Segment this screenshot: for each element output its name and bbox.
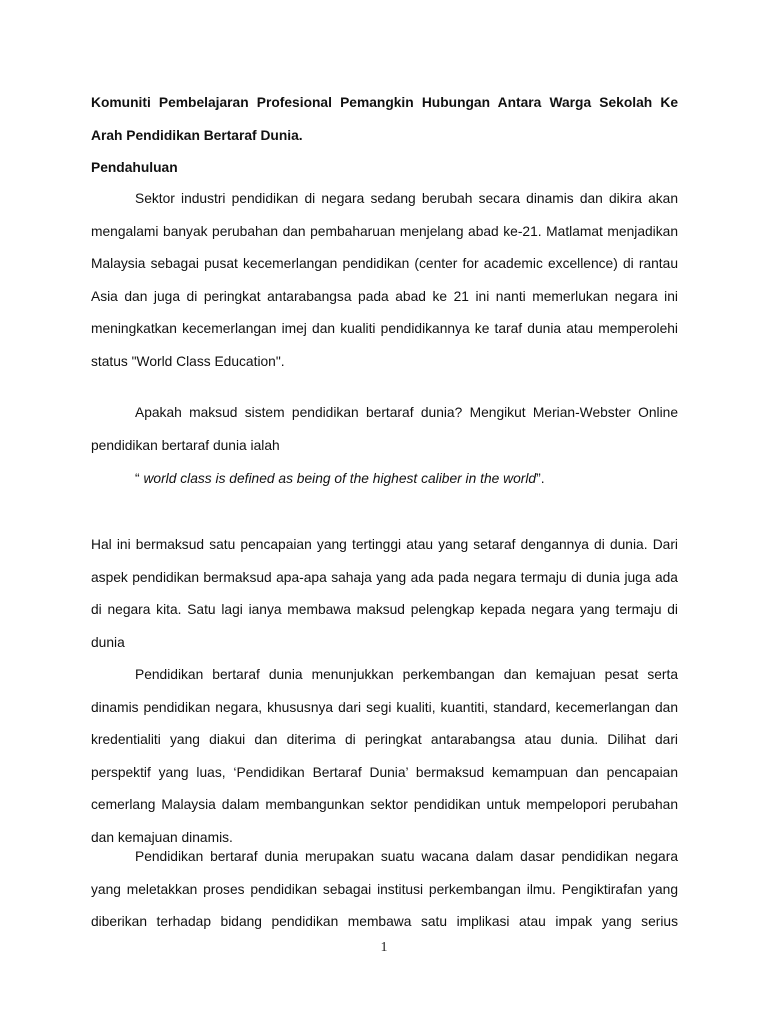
paragraph-line: Sektor industri pendidikan di negara sedang berubah secara dinamis dan dikira akan [135, 191, 678, 206]
paragraph-line: dunia [91, 634, 125, 650]
paragraph-line: meningkatkan kecemerlangan imej dan kualiti pendidikannya ke taraf dunia atau memperolehi [91, 321, 678, 337]
paragraph-meaning [91, 529, 678, 659]
paragraph-introduction [91, 183, 678, 379]
section-heading: Pendahuluan [91, 160, 178, 175]
paragraph-line: di negara kita. Satu lagi ianya membawa maksud pelengkap kepada negara yang termaju di [91, 602, 678, 618]
paragraph-line: Hal ini bermaksud satu pencapaian yang tertinggi atau yang setaraf dengannya di dunia. Dari [91, 537, 678, 552]
quote-close-mark: ”. [536, 471, 545, 486]
paragraph-definition [91, 397, 678, 462]
title-line-2: Arah Pendidikan Bertaraf Dunia. [91, 128, 303, 143]
paragraph-line: yang meletakkan proses pendidikan sebagai institusi perkembangan ilmu. Pengiktirafan yang [91, 881, 678, 897]
paragraph-line: Pendidikan bertaraf dunia merupakan suatu wacana dalam dasar pendidikan negara [135, 849, 678, 864]
paragraph-line: status "World Class Education". [91, 353, 285, 369]
paragraph-line: dinamis pendidikan negara, khususnya dari segi kualiti, kuantiti, standard, kecemerlangan dan [91, 699, 678, 715]
paragraph-line: pendidikan bertaraf dunia ialah [91, 437, 280, 453]
page-number: 1 [380, 940, 388, 955]
paragraph-line: dan kemajuan dinamis. [91, 829, 233, 845]
title-line-1: Komuniti Pembelajaran Profesional Pemangkin Hubungan Antara Warga Sekolah Ke [91, 95, 678, 110]
paragraph-line: kredentialiti yang diakui dan diterima di peringkat antarabangsa atau dunia. Dilihat dari [91, 732, 678, 748]
paragraph-line: perspektif yang luas, ‘Pendidikan Bertaraf Dunia’ bermaksud kemampuan dan pencapaian [91, 764, 678, 780]
paragraph-line: Apakah maksud sistem pendidikan bertaraf dunia? Mengikut Merian-Webster Online [135, 405, 678, 420]
paragraph-world-class [91, 659, 678, 855]
quote-open-mark: “ [135, 471, 144, 486]
paragraph-line: aspek pendidikan bermaksud apa-apa sahaja yang ada pada negara termaju di dunia juga ada [91, 569, 678, 585]
paragraph-line: Malaysia sebagai pusat kecemerlangan pendidikan (center for academic excellence) di rantau [91, 256, 678, 272]
document-title [91, 86, 678, 152]
paragraph-line: diberikan terhadap bidang pendidikan membawa satu implikasi atau impak yang serius [91, 914, 678, 930]
definition-quote [135, 465, 545, 493]
quote-text: world class is defined as being of the highest caliber in the world [143, 471, 537, 486]
paragraph-discourse [91, 841, 678, 939]
paragraph-line: Asia dan juga di peringkat antarabangsa pada abad ke 21 ini nanti memerlukan negara ini [91, 288, 678, 304]
paragraph-line: Pendidikan bertaraf dunia menunjukkan perkembangan dan kemajuan pesat serta [135, 667, 678, 682]
paragraph-line: cemerlang Malaysia dalam membangunkan sektor pendidikan untuk mempelopori perubahan [91, 797, 678, 813]
paragraph-line: mengalami banyak perubahan dan pembaharuan menjelang abad ke-21. Matlamat menjadikan [91, 223, 678, 239]
